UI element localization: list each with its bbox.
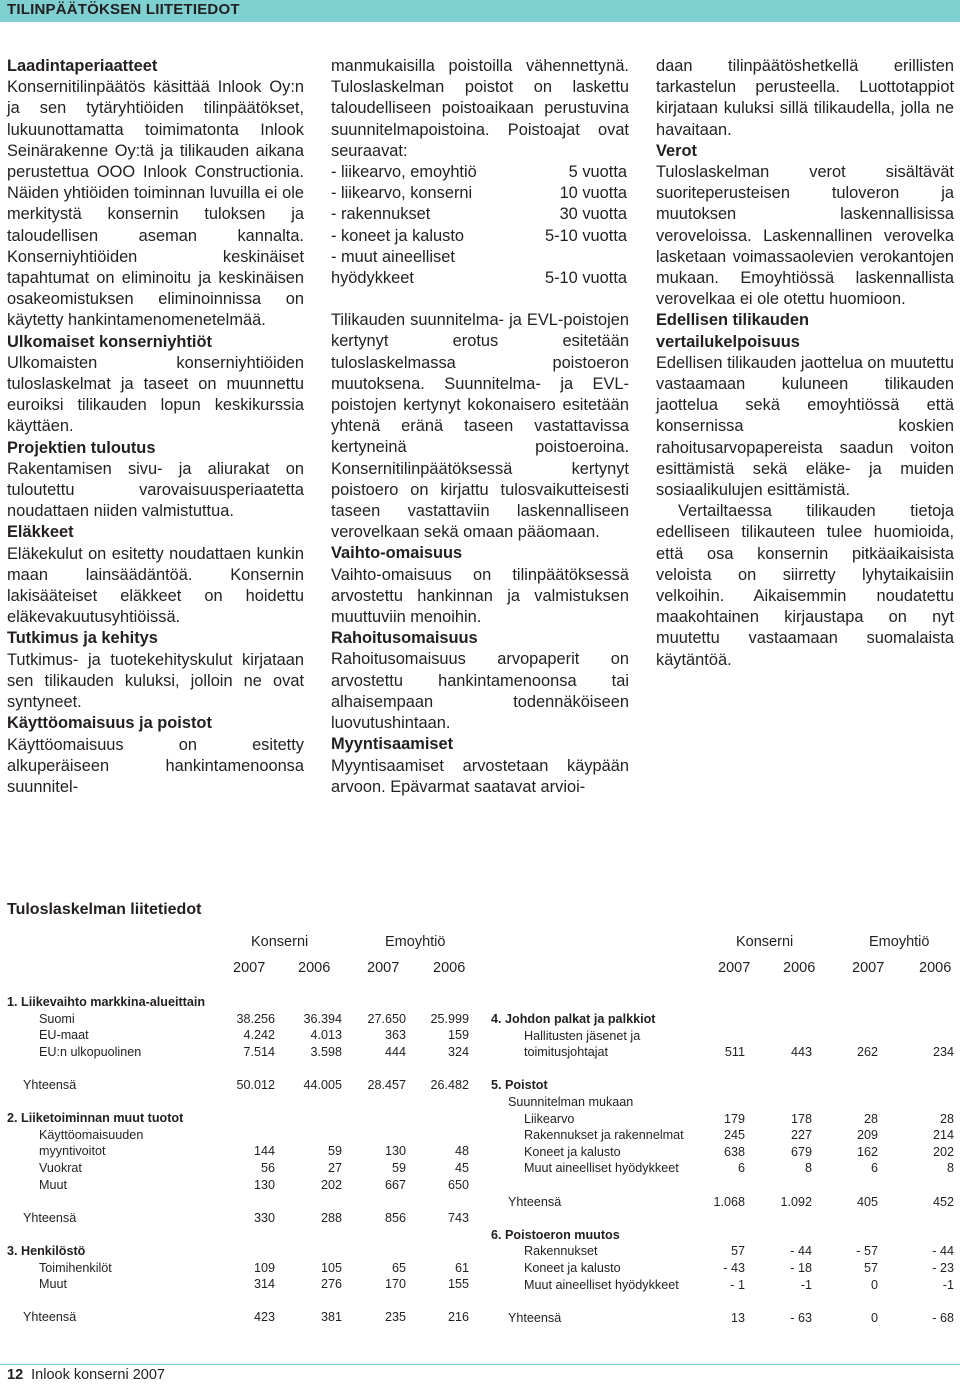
year-header: 2006 — [783, 960, 816, 976]
text-column-1 — [7, 56, 304, 798]
table-row: Rakennukset ja rakennelmat 245 227 209 214 — [524, 1128, 954, 1143]
group-header-emoyhtio: Emoyhtiö — [385, 934, 446, 950]
table-row: Yhteensä 13 - 63 0 - 68 — [508, 1310, 954, 1325]
table-row: Rakennukset 57 - 44 - 57 - 44 — [524, 1244, 954, 1259]
table-row: myyntivoitot 144 59 130 48 — [39, 1144, 469, 1159]
spacer-row — [7, 1060, 469, 1077]
heading-vaihto-omaisuus: Vaihto-omaisuus — [331, 544, 463, 563]
table-row: Koneet ja kalusto 638 679 162 202 — [524, 1144, 954, 1159]
year-header: 2006 — [433, 960, 466, 976]
paragraph: Myyntisaamiset arvostetaan käypään arvoon. Epävarmat saatavat arvioi- — [331, 756, 629, 796]
paragraph: Rahoitusomaisuus arvopaperit on arvostettu hankintamenoonsa tai alhaisempaan todennäköiseen luovutushintaan. — [331, 650, 629, 733]
heading-kayttoomaisuus: Käyttöomaisuus ja poistot — [7, 714, 212, 733]
table-row: Muut aineelliset hyödykkeet - 1 -1 0 -1 — [524, 1277, 954, 1292]
table-row: Yhteensä 50.012 44.005 28.457 26.482 — [23, 1077, 469, 1092]
paragraph: Tilikauden suunnitelma- ja EVL-poistojen kertynyt erotus esitetään tuloslaskelmassa poistoeron muutoksena. Suunnitelma- ja EVL-poistojen kertynyt kokonaisero esitetään yhtenä eränä taseen vastattavissa kertyneinä poistoeroina. Konsernitilinpäätöksessä kertynyt poistoero on kirjattu tulosvaikutteisesti taseen vastattaviin laskennalliseen verovelkaan sekä omaan pääomaan. — [331, 311, 629, 542]
group-header-konserni: Konserni — [736, 934, 794, 950]
heading-laadintaperiaatteet: Laadintaperiaatteet — [7, 57, 158, 75]
year-header: 2007 — [718, 960, 751, 976]
paragraph: Edellisen tilikauden jaottelua on muutettu vastaamaan kuluneen tilikauden jaottelua sekä emoyhtiössä että konsernissa koskien rahoitusarvopapereista saadun voiton esittämistä sekä eläke- ja muiden sosiaalikulujen esittämistä. — [656, 353, 954, 500]
notes-title: Tuloslaskelman liitetiedot — [7, 901, 202, 918]
table-row: Muut 130 202 667 650 — [39, 1177, 469, 1192]
year-header: 2007 — [367, 960, 400, 976]
table-row: Koneet ja kalusto - 43 - 18 57 - 23 — [524, 1260, 954, 1275]
paragraph: Konsernitilinpäätös käsittää Inlook Oy:n ja sen tytäryhtiöiden tilinpäätökset, lukuunottamatta toimimatonta Inlook Seinärakenne Oy:tä ja tilikauden aikana perustettua OOO Inlook Constructionia. Näiden yhtiöiden toiminnan luvuilla ei ole merkitystä konsernin tuloksen ja taloudellisen aseman kannalta. Konserniyhtiöiden keskinäiset tapahtumat on eliminoitu ja keskinäisen osakeomistuksen eliminoinnissa on käytetty hankintamenomenetelmää. — [7, 78, 304, 330]
depreciation-periods — [331, 162, 629, 289]
table-row: Yhteensä 1.068 1.092 405 452 — [508, 1194, 954, 1209]
table-row: 1. Liikevaihto markkina-alueittain — [7, 995, 206, 1009]
spacer-row — [7, 1293, 469, 1310]
group-header-emoyhtio: Emoyhtiö — [869, 934, 930, 950]
spacer-row — [7, 1226, 469, 1243]
table-row: Suunnitelman mukaan — [508, 1094, 634, 1109]
table-row: Yhteensä 330 288 856 743 — [23, 1210, 469, 1225]
paragraph: Vertailtaessa tilikauden tietoja edelliseen tilikauteen tulee huomioida, että osa konsernin pitkäaikaisista veloista on siirretty lyhytaikaisiin velkoihin. Aikaisemmin noudatettu maakohtainen kirjaustapa on nyt muutettu vastaamaan suomalaista käytäntöä. — [656, 502, 954, 669]
list-item: - liikearvo, emoyhtiö 5 vuotta — [331, 163, 627, 182]
heading-verot: Verot — [656, 141, 697, 160]
table-row: 6. Poistoeron muutos — [491, 1227, 620, 1242]
table-row: 4. Johdon palkat ja palkkiot — [491, 1012, 656, 1026]
spacer-row — [491, 1177, 954, 1194]
spacer-row — [491, 1061, 954, 1078]
table-row: Toimihenkilöt 109 105 65 61 — [39, 1260, 469, 1275]
paragraph: manmukaisilla poistoilla vähennettynä. Tuloslaskelman poistot on laskettu taloudelliseen poistoaikaan perustuvina suunnitelmapoistoina. Poistoajat ovat seuraavat: — [331, 57, 629, 160]
text-column-3 — [656, 56, 954, 671]
footer-text: Inlook konserni 2007 — [31, 1367, 165, 1383]
table-row: Suomi 38.256 36.394 27.650 25.999 — [39, 1011, 469, 1026]
spacer-row — [7, 1193, 469, 1210]
heading-elakkeet: Eläkkeet — [7, 523, 74, 542]
paragraph: Tutkimus- ja tuotekehityskulut kirjataan sen tilikauden kuluksi, jolloin ne ovat syntyneet. — [7, 650, 304, 712]
year-header: 2007 — [233, 960, 266, 976]
list-item: - rakennukset 30 vuotta — [331, 205, 627, 224]
year-header: 2006 — [919, 960, 952, 976]
paragraph: Ulkomaisten konserniyhtiöiden tuloslaskelmat ja taseet on muunnettu euroiksi tilikauden lopun keskikurssia käyttäen. — [7, 353, 304, 436]
paragraph: Tuloslaskelman verot sisältävät suoriteperusteisen tuloveron ja muutoksen laskennallisissa veroveloissa. Laskennallinen verovelka lasketaan voimassaolevien verokantojen mukaan. Emoyhtiössä laskennallista verovelkaa ei ole otettu huomioon. — [656, 163, 954, 309]
list-item: - muut aineelliset hyödykkeet 5-10 vuotta — [331, 247, 627, 288]
year-header: 2007 — [852, 960, 885, 976]
page-number: 12 — [7, 1367, 24, 1383]
paragraph: Käyttöomaisuus on esitetty alkuperäiseen hankintamenoonsa suunnitel- — [7, 735, 304, 796]
page-section-title: TILINPÄÄTÖKSEN LIITETIEDOT — [7, 1, 240, 18]
table-row: Käyttöomaisuuden — [39, 1127, 144, 1142]
heading-tutkimus: Tutkimus ja kehitys — [7, 629, 158, 648]
paragraph: daan tilinpäätöshetkellä erillisten tarkastelun perusteella. Luottotappiot kirjataan kuluksi sillä tilikaudella, jolla ne havaitaan. — [656, 57, 954, 139]
notes-table-left — [7, 994, 469, 1326]
footer-divider — [0, 1364, 960, 1365]
table-row: Vuokrat 56 27 59 45 — [39, 1160, 469, 1175]
table-row: Yhteensä 423 381 235 216 — [23, 1310, 469, 1325]
table-row: 2. Liiketoiminnan muut tuotot — [7, 1111, 184, 1126]
spacer-row — [491, 1210, 954, 1227]
heading-projektien-tuloutus: Projektien tuloutus — [7, 438, 156, 457]
text-column-2 — [331, 56, 629, 798]
table-row: EU-maat 4.242 4.013 363 159 — [39, 1028, 469, 1043]
table-row: EU:n ulkopuolinen 7.514 3.598 444 324 — [39, 1044, 469, 1059]
spacer-row — [7, 1094, 469, 1111]
table-row: 3. Henkilöstö — [7, 1243, 86, 1258]
list-item: - liikearvo, konserni 10 vuotta — [331, 184, 627, 203]
paragraph: Eläkekulut on esitetty noudattaen kunkin maan lainsäädäntöä. Konsernin lakisääteiset eläkkeet on hoidettu eläkevakuutusyhtiöissä. — [7, 544, 304, 627]
heading-ulkomaiset: Ulkomaiset konserniyhtiöt — [7, 332, 212, 351]
table-row: Muut 314 276 170 155 — [39, 1277, 469, 1292]
paragraph: Rakentamisen sivu- ja aliurakat on tuloutettu varovaisuusperiaatetta noudattaen niiden valmistuttua. — [7, 459, 304, 521]
spacer-row — [491, 1293, 954, 1310]
page-footer — [7, 1367, 165, 1383]
group-header-konserni: Konserni — [251, 934, 309, 950]
table-row: 5. Poistot — [491, 1078, 548, 1093]
paragraph: Vaihto-omaisuus on tilinpäätöksessä arvostettu hankinnan ja valmistuksen muuttuviin menoihin. — [331, 565, 629, 627]
heading-rahoitusomaisuus: Rahoitusomaisuus — [331, 629, 478, 648]
year-header: 2006 — [298, 960, 331, 976]
table-row: Hallitusten jäsenet ja — [524, 1028, 641, 1043]
notes-table-right — [491, 1011, 954, 1326]
table-row: Liikearvo 179 178 28 28 — [524, 1111, 954, 1126]
table-row: Muut aineelliset hyödykkeet 6 8 6 8 — [524, 1161, 954, 1176]
table-row: toimitusjohtajat 511 443 262 234 — [524, 1045, 954, 1060]
spacer — [331, 289, 629, 310]
heading-vertailukelpoisuus: Edellisen tilikauden vertailukelpoisuus — [656, 311, 810, 351]
list-item: - koneet ja kalusto 5-10 vuotta — [331, 226, 627, 245]
heading-myyntisaamiset: Myyntisaamiset — [331, 735, 454, 754]
